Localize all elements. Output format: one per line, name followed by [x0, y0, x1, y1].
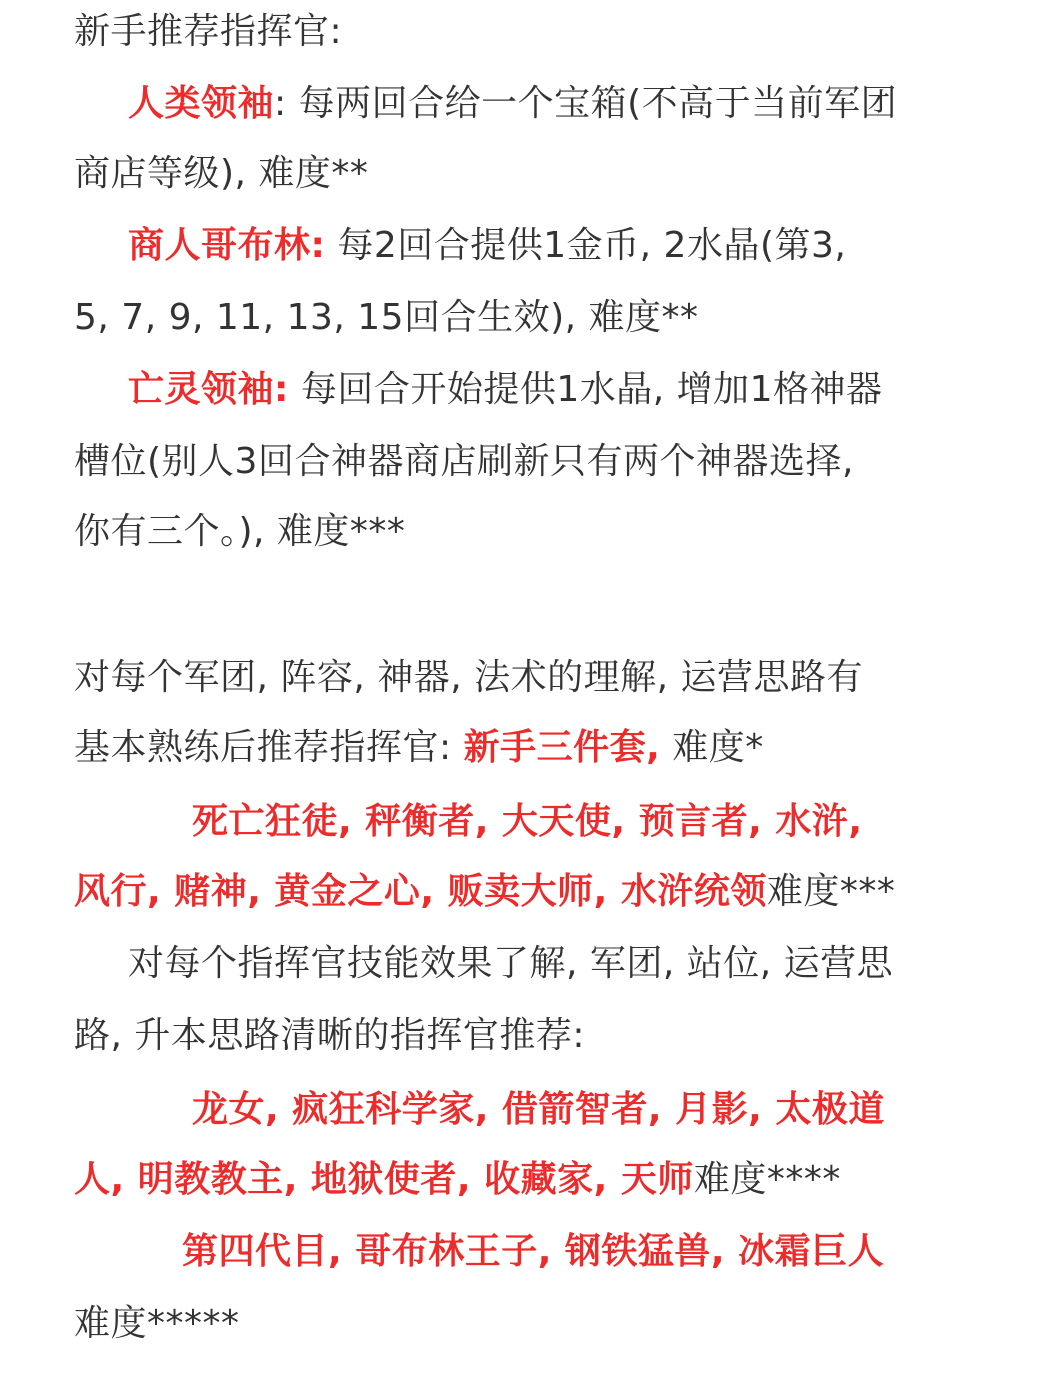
highlight-text: 人类领袖	[128, 83, 275, 124]
body-text: 路, 升本思路清晰的指挥官推荐:	[74, 1015, 586, 1056]
commander-entry-human-leader	[128, 80, 897, 128]
commander-entry-undead-leader-cont2	[74, 508, 405, 556]
highlight-text: 风行, 赌神, 黄金之心, 贩卖大师, 水浒统领	[74, 871, 767, 912]
commander-list-intermediate-2	[74, 868, 895, 916]
commander-list-intermediate-1	[192, 798, 863, 846]
body-text: 商店等级), 难度**	[74, 153, 369, 194]
body-text: 难度****	[693, 1159, 841, 1200]
body-text: 对每个军团, 阵容, 神器, 法术的理解, 运营思路有	[74, 657, 864, 698]
body-text: 你有三个。), 难度***	[74, 511, 406, 552]
body-text: 难度***	[766, 871, 896, 912]
highlight-text: 商人哥布林:	[128, 225, 326, 266]
commander-entry-merchant-goblin	[128, 222, 846, 270]
section-heading-beginner	[74, 8, 342, 56]
commander-list-expert	[182, 1228, 884, 1276]
body-text: 每回合开始提供1水晶, 增加1格神器	[288, 369, 883, 410]
commander-entry-undead-leader	[128, 366, 883, 414]
paragraph-intermediate-intro	[74, 654, 863, 702]
body-text: 5, 7, 9, 11, 13, 15回合生效), 难度**	[74, 297, 699, 338]
commander-entry-human-leader-cont	[74, 150, 368, 198]
highlight-text: 死亡狂徒, 秤衡者, 大天使, 预言者, 水浒,	[192, 801, 863, 842]
paragraph-intermediate-intro-cont	[74, 724, 764, 772]
highlight-text: 人, 明教教主, 地狱使者, 收藏家, 天师	[74, 1159, 694, 1200]
highlight-text: 第四代目, 哥布林王子, 钢铁猛兽, 冰霜巨人	[182, 1231, 885, 1272]
highlight-text: 龙女, 疯狂科学家, 借箭智者, 月影, 太极道	[192, 1089, 885, 1130]
body-text: 对每个指挥官技能效果了解, 军团, 站位, 运营思	[128, 943, 894, 984]
body-text: 难度*	[660, 727, 764, 768]
highlight-text: 亡灵领袖:	[128, 369, 289, 410]
difficulty-expert	[74, 1300, 240, 1348]
body-text: 新手推荐指挥官:	[74, 11, 343, 52]
paragraph-advanced-intro-cont	[74, 1012, 585, 1060]
highlight-text: 新手三件套,	[463, 727, 661, 768]
body-text: : 每两回合给一个宝箱(不高于当前军团	[274, 83, 898, 124]
body-text: 每2回合提供1金币, 2水晶(第3,	[325, 225, 847, 266]
body-text: 基本熟练后推荐指挥官:	[74, 727, 464, 768]
commander-entry-undead-leader-cont1	[74, 438, 854, 486]
commander-list-advanced-1	[192, 1086, 885, 1134]
body-text: 槽位(别人3回合神器商店刷新只有两个神器选择,	[74, 441, 854, 482]
commander-entry-merchant-goblin-cont	[74, 294, 699, 342]
commander-list-advanced-2	[74, 1156, 841, 1204]
paragraph-advanced-intro	[128, 940, 893, 988]
body-text: 难度*****	[74, 1303, 240, 1344]
